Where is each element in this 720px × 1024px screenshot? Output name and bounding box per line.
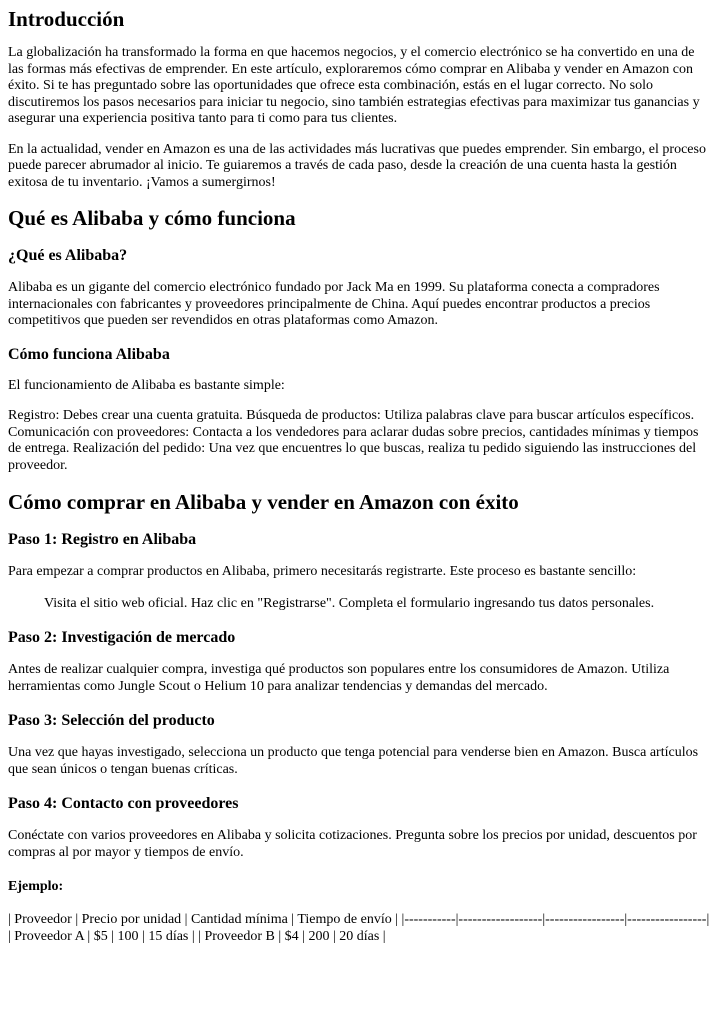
how-alibaba-works-heading: Cómo funciona Alibaba [8,345,170,363]
what-is-alibaba-paragraph: Alibaba es un gigante del comercio electrónico fundado por Jack Ma en 1999. Su plataforma conecta a compradores internacionales con fabricantes y proveedores principalmente de China. Aquí puedes encontrar productos a precios competitivos que pueden ser revendidos en otras plataformas como Amazon. [8,280,660,328]
how-alibaba-works-steps: Registro: Debes crear una cuenta gratuita. Búsqueda de productos: Utiliza palabras clave para buscar artículos específicos. Comunicación con proveedores: Contacta a los vendedores para aclarar dudas sobre precios, cantidades mínimas y tiempos de entrega. Realización del pedido: Una vez que encuentres lo que buscas, realiza tu pedido siguiendo las instrucciones del proveedor. [8,408,699,473]
example-table-text: | Proveedor | Precio por unidad | Cantidad mínima | Tiempo de envío | |-----------|------------------|-----------------|-----------------| | Proveedor A | $5 | 100 | 15 días | | Proveedor B | $4 | 200 | 20 días | [8,912,710,944]
intro-paragraph-1: La globalización ha transformado la forma en que hacemos negocios, y el comercio electrónico se ha convertido en una de las formas más efectivas de emprender. En este artículo, exploraremos cómo comprar en Alibaba y vender en Amazon con éxito. Si te has preguntado sobre las oportunidades que ofrece esta combinación, estás en el lugar correcto. No solo discutiremos los pasos necesarios para iniciar tu negocio, sino también estrategias efectivas para maximizar tus ganancias y asegurar una experiencia positiva tanto para ti como para tus clientes. [8,45,700,126]
step-1-paragraph: Para empezar a comprar productos en Alibaba, primero necesitarás registrarte. Este proceso es bastante sencillo: [8,564,637,579]
step-2-paragraph: Antes de realizar cualquier compra, investiga qué productos son populares entre los consumidores de Amazon. Utiliza herramientas como Jungle Scout o Helium 10 para analizar tendencias y demandas del mercado. [8,662,670,694]
how-alibaba-works-intro: El funcionamiento de Alibaba es bastante simple: [8,377,285,393]
step-4-heading: Paso 4: Contacto con proveedores [8,795,239,812]
intro-heading: Introducción [8,7,125,31]
step-3-paragraph: Una vez que hayas investigado, selecciona un producto que tenga potencial para venderse bien en Amazon. Busca artículos que sean únicos o tengan buenas críticas. [8,745,699,777]
example-heading: Ejemplo: [8,879,64,894]
step-3-heading: Paso 3: Selección del producto [8,712,215,729]
alibaba-heading: Qué es Alibaba y cómo funciona [8,206,296,230]
step-1-list: Visita el sitio web oficial. Haz clic en "Registrarse". Completa el formulario ingresando tus datos personales. [44,595,655,611]
step-4-paragraph: Conéctate con varios proveedores en Alibaba y solicita cotizaciones. Pregunta sobre los precios por unidad, descuentos por compras al por mayor y tiempos de envío. [8,828,697,860]
step-1-heading: Paso 1: Registro en Alibaba [8,531,197,548]
what-is-alibaba-heading: ¿Qué es Alibaba? [8,247,128,264]
intro-paragraph-2: En la actualidad, vender en Amazon es una de las actividades más lucrativas que puedes emprender. Sin embargo, el proceso puede parecer abrumador al inicio. Te guiaremos a través de cada paso, desde la creación de una cuenta hasta la gestión exitosa de tu inventario. ¡Vamos a sumergirnos! [8,141,706,190]
step-2-heading: Paso 2: Investigación de mercado [8,629,236,646]
buy-sell-heading: Cómo comprar en Alibaba y vender en Amazon con éxito [8,490,519,514]
article [0,7,720,945]
